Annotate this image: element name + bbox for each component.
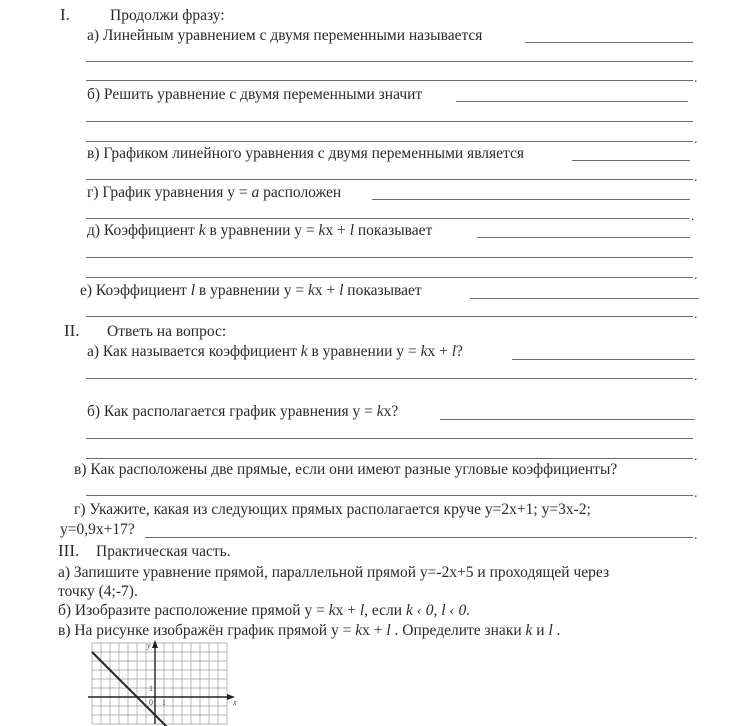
- answer-line[interactable]: [86, 257, 693, 258]
- item-text: д) Коэффициент: [87, 222, 199, 239]
- item-text: в) На рисунке изображён график прямой y =: [58, 622, 356, 639]
- variable-k: k: [355, 622, 363, 639]
- answer-line[interactable]: [86, 80, 693, 81]
- section-2-numeral: II.: [64, 321, 80, 340]
- item-text: б) Как располагается график уравнения y =: [87, 403, 377, 420]
- period-mark: .: [691, 209, 695, 224]
- period-mark: .: [694, 369, 698, 384]
- x-unit-label: 1: [162, 698, 166, 707]
- item-text: x +: [362, 622, 387, 639]
- item-text: расположен: [259, 184, 342, 201]
- item-text: x?: [383, 403, 399, 420]
- condition-text: k ‹ 0, l ‹ 0.: [405, 602, 471, 619]
- answer-line[interactable]: [86, 61, 693, 62]
- answer-line[interactable]: [456, 101, 688, 102]
- variable-a: a: [251, 184, 260, 201]
- item-text: а) Как называется коэффициент: [87, 343, 301, 360]
- variable-k: k: [300, 343, 308, 360]
- item-2d-text: г) Укажите, какая из следующих прямых располагается круче y=2x+1; y=3x-2;: [74, 501, 591, 518]
- answer-line[interactable]: [440, 419, 695, 420]
- item-text: и: [532, 622, 549, 639]
- item-text: б) Изобразите расположение прямой y =: [58, 602, 329, 619]
- answer-line[interactable]: [525, 42, 693, 43]
- variable-k: k: [376, 403, 384, 420]
- item-text: x +: [325, 222, 350, 239]
- item-text: x +: [314, 282, 340, 299]
- variable-l: l: [190, 282, 195, 299]
- period-mark: .: [694, 449, 698, 464]
- item-1d-text: [87, 184, 341, 202]
- variable-k: k: [328, 602, 336, 619]
- y-axis-arrow-icon: [152, 640, 158, 648]
- item-2c-text: в) Как расположены две прямые, если они имеют разные угловые коэффициенты?: [74, 461, 618, 478]
- item-2d-text-cont: y=0,9x+17?: [60, 521, 135, 538]
- section-1-title: Продолжи фразу:: [110, 7, 225, 24]
- answer-line[interactable]: [86, 141, 693, 142]
- item-text: в уравнении y =: [307, 343, 421, 360]
- variable-l: l: [339, 282, 344, 299]
- item-text: ?: [456, 343, 463, 360]
- item-3b-text: [58, 602, 470, 620]
- item-text: е) Коэффициент: [80, 282, 191, 299]
- answer-line[interactable]: [572, 160, 690, 161]
- item-text: показывает: [354, 222, 433, 239]
- item-text: . Определите знаки: [390, 622, 526, 639]
- section-2-title: Ответь на вопрос:: [107, 323, 227, 340]
- line-graph: [88, 640, 238, 726]
- item-text: показывает: [343, 282, 422, 299]
- answer-line[interactable]: [86, 218, 689, 219]
- answer-line[interactable]: [470, 298, 699, 299]
- variable-l: l: [548, 622, 553, 639]
- item-text: в уравнении y =: [195, 282, 308, 299]
- variable-l: l: [451, 343, 457, 360]
- answer-line[interactable]: [145, 537, 693, 538]
- item-3a-text: а) Запишите уравнение прямой, параллельной прямой y=-2x+5 и проходящей через: [58, 564, 610, 581]
- answer-line[interactable]: [86, 316, 693, 317]
- y-unit-label: 1: [149, 684, 153, 693]
- origin-label: 0: [149, 698, 153, 707]
- item-1f-text: [80, 282, 422, 300]
- item-text: , если: [364, 602, 406, 619]
- period-mark: .: [694, 132, 698, 147]
- item-1e-text: [87, 222, 432, 240]
- variable-k: k: [525, 622, 533, 639]
- item-text: г) График уравнения y =: [87, 184, 252, 201]
- item-text: в уравнении y =: [205, 222, 319, 239]
- answer-line[interactable]: [86, 495, 693, 496]
- item-1c-text: в) Графиком линейного уравнения с двумя переменными является: [87, 145, 525, 162]
- variable-k: k: [420, 343, 428, 360]
- period-mark: .: [694, 71, 698, 86]
- item-3a-text-cont: точку (4;-7).: [58, 583, 138, 600]
- answer-line[interactable]: [512, 359, 695, 360]
- item-text: x +: [427, 343, 452, 360]
- variable-k: k: [307, 282, 315, 299]
- item-1b-text: б) Решить уравнение с двумя переменными значит: [87, 86, 423, 103]
- item-text: .: [552, 622, 561, 639]
- answer-line[interactable]: [86, 121, 693, 122]
- answer-line[interactable]: [477, 237, 690, 238]
- period-mark: .: [694, 307, 698, 322]
- x-axis-label: x: [233, 698, 237, 707]
- item-3c-text: [58, 622, 561, 640]
- period-mark: .: [694, 170, 698, 185]
- answer-line[interactable]: [86, 179, 693, 180]
- item-text: x +: [335, 602, 360, 619]
- period-mark: .: [694, 486, 698, 501]
- item-1a-text: а) Линейным уравнением с двумя переменными называется: [87, 27, 483, 44]
- variable-l: l: [349, 222, 354, 239]
- variable-k: k: [198, 222, 206, 239]
- answer-line[interactable]: [86, 458, 693, 459]
- period-mark: .: [694, 528, 698, 543]
- section-1-numeral: I.: [60, 5, 70, 24]
- section-3-numeral: III.: [58, 541, 80, 560]
- variable-k: k: [318, 222, 326, 239]
- section-3-title: Практическая часть.: [96, 543, 231, 560]
- answer-line[interactable]: [86, 277, 693, 278]
- answer-line[interactable]: [372, 199, 690, 200]
- y-axis-label: y: [147, 641, 151, 650]
- answer-line[interactable]: [86, 438, 693, 439]
- variable-l: l: [386, 622, 391, 639]
- item-2a-text: [87, 343, 463, 361]
- period-mark: .: [694, 268, 698, 283]
- item-2b-text: [87, 403, 398, 421]
- grid: [92, 643, 227, 724]
- variable-l: l: [359, 602, 365, 619]
- answer-line[interactable]: [86, 378, 693, 379]
